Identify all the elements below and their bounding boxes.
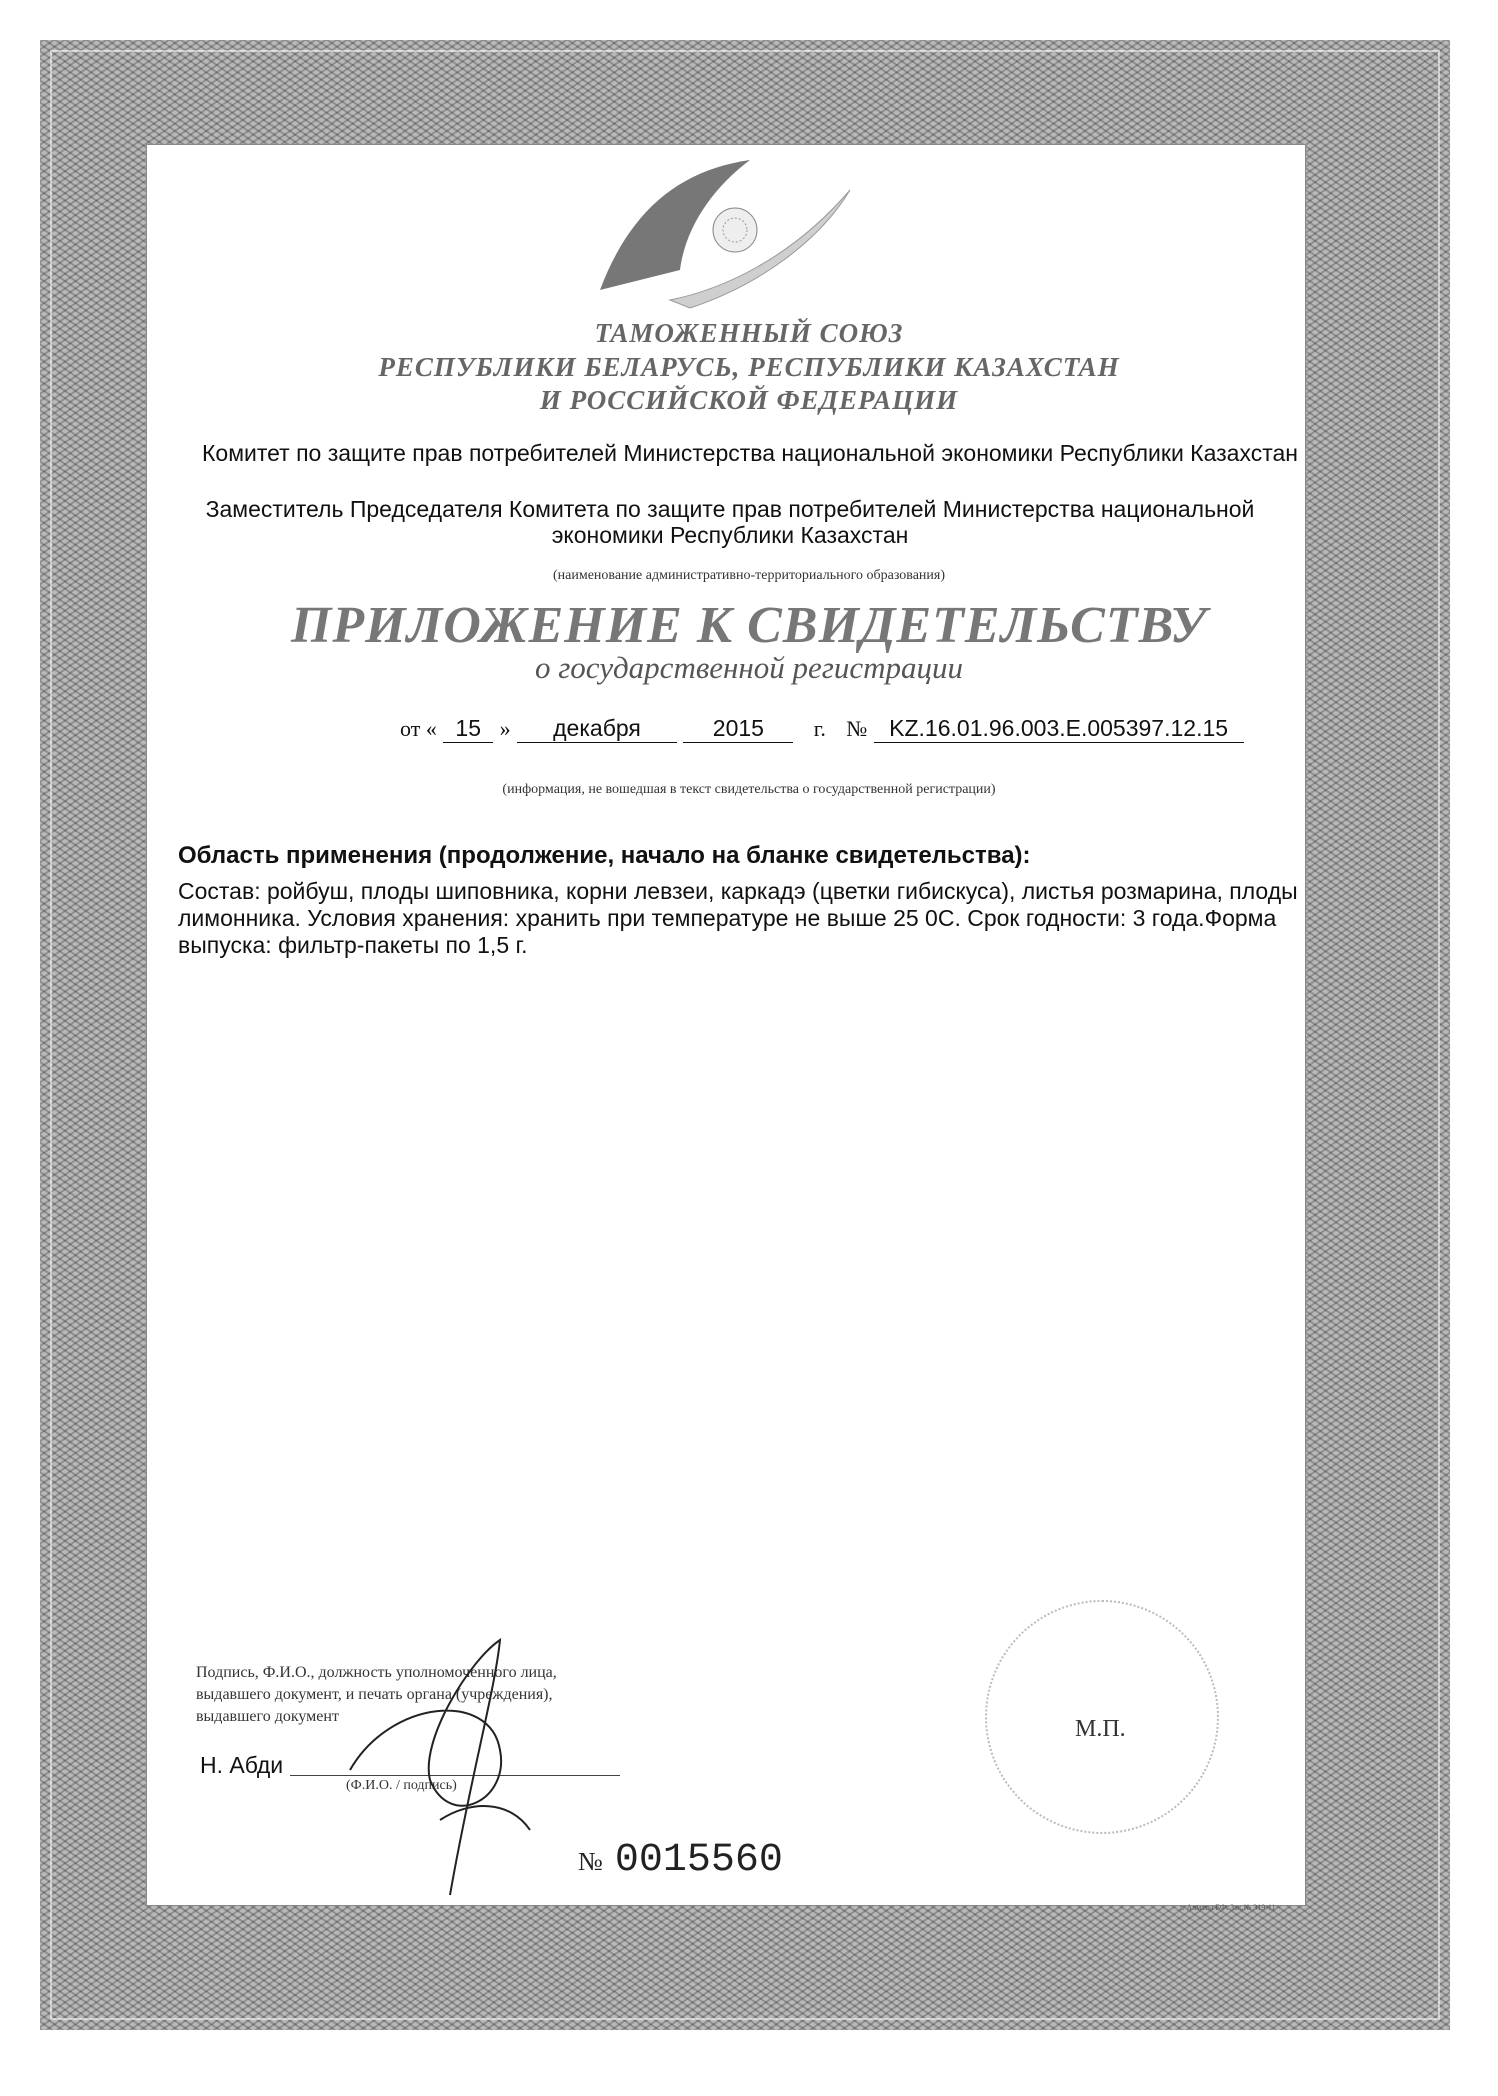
sign-line-2: выдавшего документ, и печать органа (учреждения),	[196, 1686, 553, 1703]
stamp-place: М.П.	[1075, 1716, 1126, 1742]
form-number	[578, 1838, 783, 1883]
deputy-title: Заместитель Председателя Комитета по защите прав потребителей Министерства национальной экономики Республики Казахстан	[205, 496, 1255, 548]
from-label: от «	[400, 716, 437, 741]
union-line-3: И РОССИЙСКОЙ ФЕДЕРАЦИИ	[539, 385, 959, 415]
section-title: Область применения (продолжение, начало на бланке свидетельства):	[178, 842, 1031, 869]
signer-name: Н. Абди	[200, 1752, 284, 1778]
number-label: №	[846, 716, 868, 741]
admin-caption: (наименование административно-территориального образования)	[552, 568, 946, 583]
form-number-sign: №	[578, 1847, 603, 1876]
print-info: г. Алматы БФ. Зак.№ 319-11	[1180, 1903, 1276, 1912]
registration-number: KZ.16.01.96.003.E.005397.12.15	[874, 715, 1244, 743]
date-year: 2015	[683, 715, 793, 743]
page-subtitle: о государственной регистрации	[534, 650, 964, 685]
sign-line-3: выдавшего документ	[196, 1708, 339, 1725]
form-number-value: 0015560	[614, 1838, 783, 1883]
page-title: ПРИЛОЖЕНИЕ К СВИДЕТЕЛЬСТВУ	[290, 597, 1208, 654]
composition-text: Состав: ройбуш, плоды шиповника, корни левзеи, каркадэ (цветки гибискуса), листья розмарина, плоды лимонника. Условия хранения: хранить при температуре не выше 25 0С. Срок годности: 3 года.Форма выпуска: фильтр-пакеты по 1,5 г.	[178, 878, 1298, 958]
sign-line-1: Подпись, Ф.И.О., должность уполномоченного лица,	[196, 1664, 557, 1681]
eaeu-emblem-icon	[590, 150, 860, 310]
close-quote: »	[499, 716, 511, 741]
committee-name: Комитет по защите прав потребителей Министерства национальной экономики Республики Казахстан	[202, 440, 1298, 466]
date-day: 15	[443, 715, 493, 743]
fio-caption: (Ф.И.О. / подпись)	[346, 1778, 457, 1793]
union-line-2: РЕСПУБЛИКИ БЕЛАРУСЬ, РЕСПУБЛИКИ КАЗАХСТАН	[378, 352, 1120, 382]
date-line	[400, 715, 1244, 743]
year-suffix: г.	[813, 716, 826, 741]
handwritten-signature	[330, 1630, 560, 1900]
date-month: декабря	[517, 715, 677, 743]
info-caption: (информация, не вошедшая в текст свидетельства о государственной регистрации)	[502, 782, 996, 797]
union-line-1: ТАМОЖЕННЫЙ СОЮЗ	[594, 318, 904, 348]
